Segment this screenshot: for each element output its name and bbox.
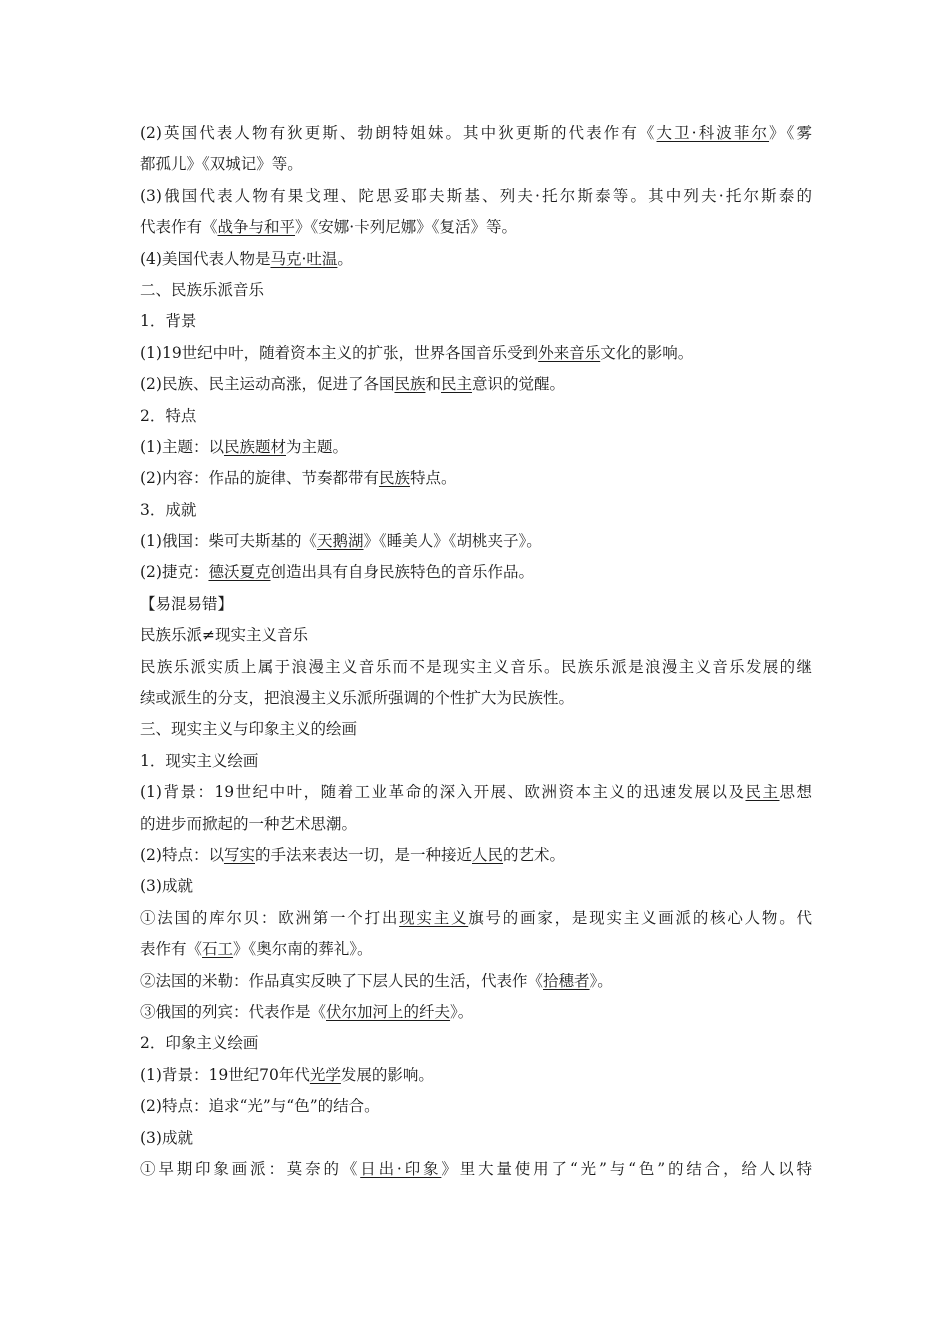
text-segment: 民族乐派实质上属于浪漫主义音乐而不是现实主义音乐。民族乐派是浪漫主义音乐发展的继 [140,657,812,676]
text-line [140,1060,812,1091]
underlined-answer: 德沃夏克 [208,563,271,582]
text-segment: (1)主题：以 [140,437,224,456]
text-line [140,1154,812,1185]
underlined-answer: 光学 [309,1065,341,1084]
text-line [140,275,812,306]
text-line [140,589,812,620]
text-segment: 1．背景 [140,312,197,331]
text-segment: 特点。 [409,469,457,488]
text-segment: 为主题。 [285,437,348,456]
text-segment: 代表作有《 [140,218,218,237]
text-segment: (4)美国代表人物是 [140,249,271,268]
underlined-answer: 马克·吐温 [270,249,338,268]
text-segment: 3．成就 [140,500,197,519]
text-segment: (1)19世纪中叶，随着资本主义的扩张，世界各国音乐受到 [140,343,539,362]
text-segment: 文化的影响。 [600,343,694,362]
text-segment: 二、民族乐派音乐 [140,280,265,299]
text-segment: 》里大量使用了“光”与“色”的结合，给人以特 [441,1159,812,1178]
text-line [140,526,812,557]
text-line [140,714,812,745]
text-segment: (1)背景：19世纪中叶，随着工业革命的深入开展、欧洲资本主义的迅速发展以及 [140,783,746,802]
underlined-answer: 石工 [202,940,234,959]
underlined-answer: 大卫·科波菲尔 [656,124,770,142]
text-segment: (1)俄国：柴可夫斯基的《 [140,532,317,551]
text-segment: 》。 [589,971,613,990]
text-line [140,966,812,997]
text-segment: 思想 [779,783,812,802]
text-segment: 民族乐派≠现实主义音乐 [140,626,308,645]
text-segment: (2)特点：以 [140,845,224,864]
text-segment: ②法国的米勒：作品真实反映了下层人民的生活，代表作《 [140,971,544,990]
underlined-answer: 民主 [441,375,473,394]
underlined-answer: 天鹅湖 [316,532,364,551]
text-segment: 》《奥尔南的葬礼》。 [233,940,373,959]
text-segment: 三、现实主义与印象主义的绘画 [140,720,358,739]
underlined-answer: 日出·印象 [360,1159,442,1178]
text-segment: (3)成就 [140,877,193,896]
text-line [140,244,812,275]
underlined-answer: 拾穗者 [543,971,590,990]
underlined-answer: 民族题材 [223,437,286,456]
text-line [140,683,812,714]
text-segment: 都孤儿》《双城记》等。 [140,155,303,174]
text-segment: 意识的觉醒。 [472,375,566,394]
underlined-answer: 外来音乐 [538,343,601,362]
text-line [140,934,812,965]
text-line [140,997,812,1028]
text-segment: ③俄国的列宾：代表作是《 [140,1002,327,1021]
text-line [140,181,812,212]
text-line [140,871,812,902]
text-line [140,809,812,840]
document-page [140,118,812,1185]
text-segment: ①早期印象画派：莫奈的《 [140,1159,361,1178]
text-line [140,306,812,337]
text-line [140,777,812,808]
text-segment: (1)背景：19世纪70年代 [140,1065,310,1084]
text-line [140,1123,812,1154]
underlined-answer: 现实主义 [399,908,469,927]
text-segment: 发展的影响。 [340,1065,434,1084]
text-line [140,557,812,588]
underlined-answer: 伏尔加河上的纤夫 [326,1002,451,1021]
underlined-answer: 民主 [745,783,780,802]
text-segment: 的艺术。 [503,845,566,864]
text-segment: (2)民族、民主运动高涨，促进了各国 [140,375,395,394]
text-line [140,118,812,149]
text-segment: 。 [337,249,353,268]
text-segment: 的手法来表达一切，是一种接近 [254,845,472,864]
text-line [140,401,812,432]
text-line [140,1091,812,1122]
text-line [140,746,812,777]
text-segment: 和 [425,375,441,394]
text-line [140,652,812,683]
text-segment: 表作有《 [140,940,203,959]
text-segment: 的进步而掀起的一种艺术思潮。 [140,814,358,833]
text-segment: (2)内容：作品的旋律、节奏都带有 [140,469,379,488]
text-line [140,1028,812,1059]
text-segment: ①法国的库尔贝：欧洲第一个打出 [140,908,400,927]
text-segment: 》《睡美人》《胡桃夹子》。 [363,532,542,551]
text-line [140,840,812,871]
text-segment: (2)特点：追求“光”与“色”的结合。 [140,1097,380,1116]
text-segment: 创造出具有自身民族特色的音乐作品。 [270,563,534,582]
text-segment: (3)俄国代表人物有果戈理、陀思妥耶夫斯基、列夫·托尔斯泰等。其中列夫·托尔斯泰的 [140,186,812,205]
text-segment: (3)成就 [140,1128,193,1147]
underlined-answer: 民族 [394,375,426,394]
text-segment: 1．现实主义绘画 [140,751,259,770]
text-segment: (2)英国代表人物有狄更斯、勃朗特姐妹。其中狄更斯的代表作有《 [140,124,657,142]
text-line [140,495,812,526]
text-line [140,369,812,400]
underlined-answer: 写实 [223,845,255,864]
text-segment: 》《雾 [769,124,812,142]
underlined-answer: 战争与和平 [217,218,296,237]
text-segment: 》。 [450,1002,474,1021]
text-segment: 【易混易错】 [140,594,234,613]
text-segment: 旗号的画家，是现实主义画派的核心人物。代 [468,908,812,927]
underlined-answer: 人民 [472,845,504,864]
text-segment: 续或派生的分支，把浪漫主义乐派所强调的个性扩大为民族性。 [140,689,575,708]
text-segment: 2．特点 [140,406,197,425]
text-line [140,338,812,369]
underlined-answer: 民族 [378,469,410,488]
text-line [140,432,812,463]
text-segment: 2．印象主义绘画 [140,1034,259,1053]
text-line [140,212,812,243]
text-line [140,149,812,180]
text-line [140,620,812,651]
text-line [140,463,812,494]
text-segment: (2)捷克： [140,563,209,582]
text-segment: 》《安娜·卡列尼娜》《复活》等。 [295,218,517,237]
text-line [140,903,812,934]
